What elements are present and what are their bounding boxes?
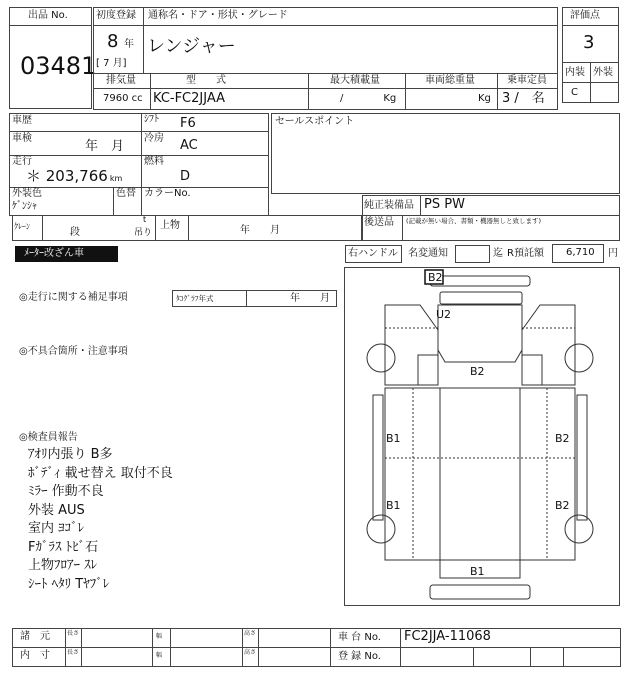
recycle-value: 6,710 — [566, 247, 595, 258]
spec-label: 諸 元 — [20, 631, 50, 642]
footer-cell — [170, 628, 243, 648]
rear-left-wheel — [367, 515, 395, 543]
inner-height-label: 高さ — [244, 649, 257, 656]
score-label: 評価点 — [570, 10, 600, 21]
mileage: ＊ 203,766 — [26, 167, 108, 185]
front-right-wheel — [565, 344, 593, 372]
right-gate — [577, 395, 587, 520]
footer-cell — [258, 628, 331, 648]
max-load: / Kg — [340, 93, 397, 104]
report-line: 上物ﾌﾛｱｰ ｽﾚ — [28, 558, 98, 573]
model-code: KC-FC2JJAA — [153, 91, 225, 106]
exterior-label: 外装 — [593, 67, 613, 78]
damage-mark: B2 — [555, 499, 570, 512]
tacho-value: 年 月 — [290, 293, 330, 304]
history-label: 車歴 — [12, 115, 32, 126]
equipment: PS PW — [424, 197, 465, 212]
inspection-value: 年 月 — [85, 139, 125, 154]
spec-length-label: 長さ — [67, 630, 80, 637]
grille — [440, 292, 522, 304]
body-label: 上物 — [160, 220, 180, 231]
displacement-label: 排気量 — [106, 75, 136, 86]
steering: 右ハンドル — [348, 248, 398, 259]
damage-marks — [386, 271, 570, 578]
fuel-label: 燃料 — [144, 156, 164, 167]
damage-mark: B1 — [470, 565, 485, 578]
report-line: ﾎﾞﾃﾞｨ 載せ替え 取付不良 — [28, 465, 173, 481]
footer-cell — [400, 647, 474, 667]
chassis-number: FC2JJA-11068 — [404, 629, 491, 644]
report-line: ｱｵﾘ内張り B多 — [28, 447, 113, 462]
report-line: 外装 AUS — [28, 502, 85, 518]
mileage-unit: km — [109, 174, 123, 183]
inner-width-label: 幅 — [156, 652, 163, 659]
ac-label: 冷房 — [144, 133, 164, 144]
registration-label: 登 録 No. — [338, 651, 381, 662]
inner-label: 内 寸 — [20, 650, 50, 661]
damage-mark: B2 — [428, 271, 443, 284]
color-no-label: カラーNo. — [144, 188, 191, 199]
yen-label: 円 — [608, 248, 618, 259]
equipment-label: 純正装備品 — [364, 200, 414, 211]
rear-right-wheel — [565, 515, 593, 543]
color-label: 外装色 — [12, 188, 42, 199]
damage-mark: B1 — [386, 499, 401, 512]
body-date: 年 月 — [240, 225, 280, 236]
footer-cell — [530, 647, 564, 667]
ac: AC — [180, 138, 198, 153]
until-label: 迄 — [493, 248, 503, 259]
damage-mark: U2 — [436, 308, 452, 321]
crane-t: t — [143, 215, 147, 224]
score: 3 — [583, 32, 595, 53]
year-unit: 年 — [124, 39, 134, 50]
footer-cell — [473, 647, 531, 667]
inspection-label: 車検 — [12, 133, 32, 144]
mileage-note-heading: ◎走行に関する補足事項 — [19, 292, 128, 303]
gross-weight: Kg — [478, 93, 491, 104]
damage-mark: B1 — [386, 432, 401, 445]
capacity-label: 乗車定員 — [507, 75, 547, 86]
color: ｹﾞﾝｼｬ — [12, 201, 37, 212]
chassis-label: 車 台 No. — [338, 632, 381, 643]
crane-label: ｸﾚｰﾝ — [14, 222, 30, 231]
report-line: 室内 ﾖｺﾞﾚ — [28, 521, 85, 536]
front-left-wheel — [367, 344, 395, 372]
spec-height-label: 高さ — [244, 630, 257, 637]
footer-cell — [563, 647, 621, 667]
crane-stage: 段 — [70, 227, 80, 238]
tampered-meter-label: ﾒｰﾀｰ改ざん車 — [24, 248, 84, 259]
defects-heading: ◎不具合箇所・注意事項 — [19, 346, 128, 357]
first-reg-year: 8 — [107, 31, 119, 52]
gross-weight-label: 車両総重量 — [425, 75, 475, 86]
name-change-label: 名変通知 — [408, 248, 448, 259]
tacho-label: ﾀｺｸﾞﾗﾌ年式 — [176, 294, 214, 303]
first-reg-month: [ 7 月] — [96, 58, 127, 69]
first-reg-label: 初度登録 — [96, 10, 136, 21]
inner-length-label: 長さ — [67, 649, 80, 656]
footer-cell — [81, 647, 153, 667]
capacity: 3 / 名 — [502, 91, 545, 106]
left-gate — [373, 395, 383, 520]
rear-bumper — [430, 585, 530, 599]
bed-center — [440, 388, 520, 560]
front-bumper — [430, 276, 530, 286]
report-line: Fｶﾞﾗｽ ﾄﾋﾞ石 — [28, 539, 99, 555]
later-label: 後送品 — [364, 217, 394, 228]
sales-point-label: セールスポイント — [275, 116, 355, 127]
left-door-window — [418, 355, 438, 385]
report-line: ﾐﾗｰ 作動不良 — [28, 484, 104, 499]
later-note: (記載が無い場合、書類・機器無しと致します) — [406, 217, 542, 225]
mileage-label: 走行 — [12, 156, 32, 167]
lot-label: 出品 No. — [28, 10, 68, 21]
damage-mark: B2 — [470, 365, 485, 378]
lot-number: 03481 — [20, 52, 97, 80]
spec-width-label: 幅 — [156, 633, 163, 640]
footer-cell — [81, 628, 153, 648]
model-code-label: 型 式 — [186, 75, 226, 86]
inspector-heading: ◎検査員報告 — [19, 432, 78, 443]
interior-label: 内装 — [565, 67, 585, 78]
bed-dash — [385, 388, 575, 560]
model-name: レンジャー — [147, 36, 236, 57]
interior-grade: C — [571, 87, 578, 98]
footer-cell — [258, 647, 331, 667]
damage-mark: B2 — [555, 432, 570, 445]
recycle-label: R預託額 — [507, 248, 544, 259]
name-label: 通称名・ドア・形状・グレード — [148, 10, 288, 21]
shift-label: ｼﾌﾄ — [144, 114, 159, 125]
displacement: 7960 cc — [103, 93, 143, 104]
report-line: ｼｰﾄ ﾍﾀﾘ Tﾔﾌﾞﾚ — [28, 576, 110, 592]
fuel: D — [180, 169, 191, 184]
max-load-label: 最大積載量 — [330, 75, 380, 86]
shift: F6 — [180, 116, 196, 131]
color-change-label: 色替 — [116, 188, 136, 199]
right-door-window — [522, 355, 542, 385]
footer-cell — [170, 647, 243, 667]
crane-lift: 吊り — [134, 228, 153, 238]
